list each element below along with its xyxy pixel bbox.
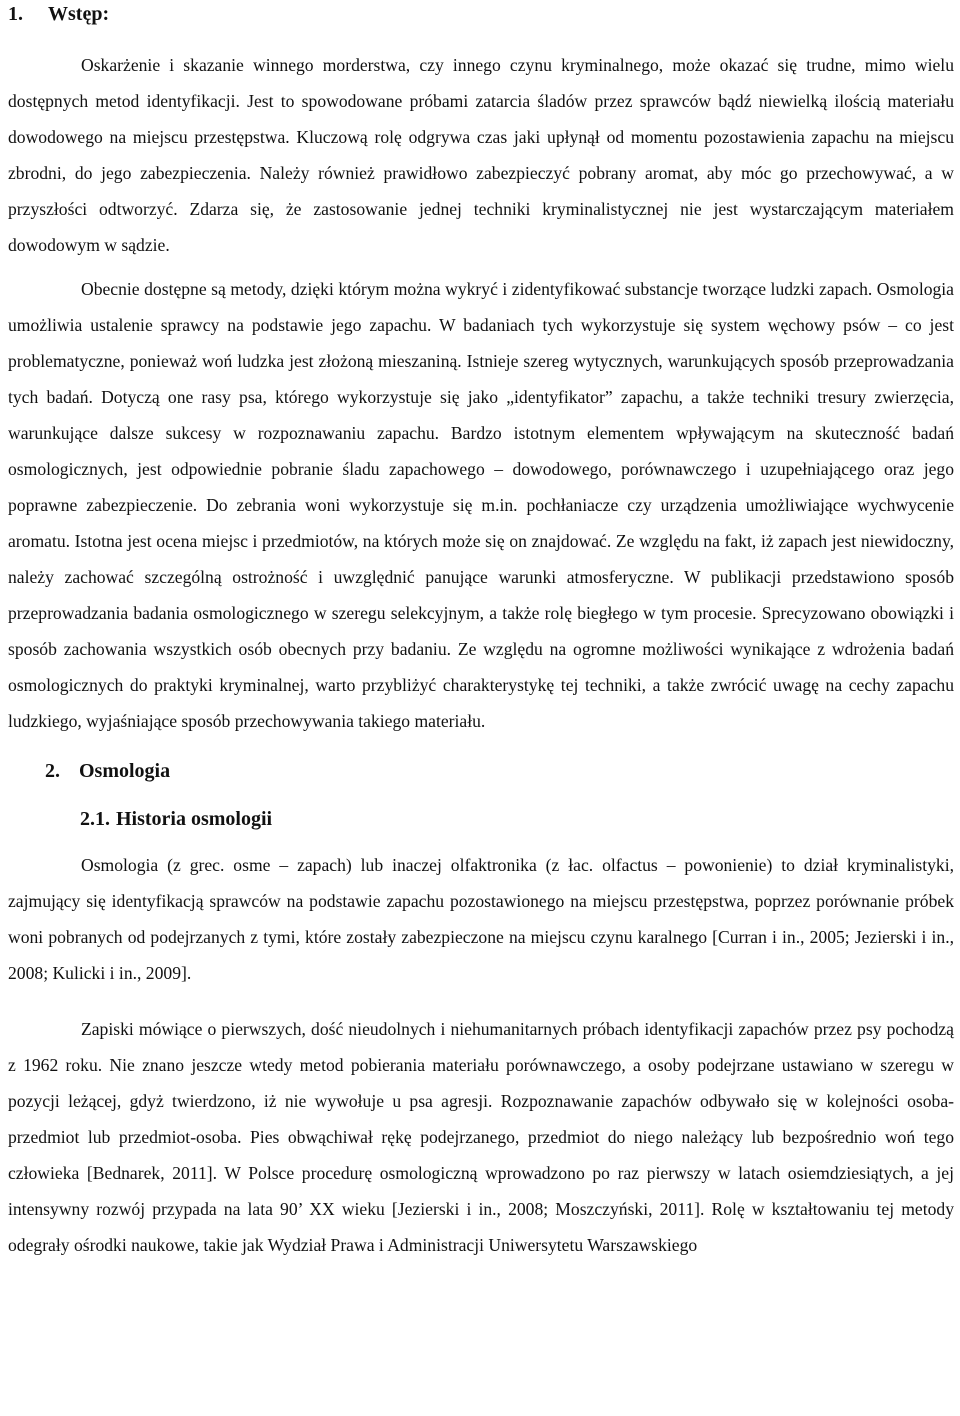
paragraph: Osmologia (z grec. osme – zapach) lub inaczej olfaktronika (z łac. olfactus – powonienie) to dział kryminalistyki, zajmujący się identyfikacją sprawców na podstawie zapachu pozostawionego na miejscu przestępstwa, poprzez porównanie próbek woni pobranych od podejrzanych z tymi, które zostały zabezpieczone na miejscu czynu karalnego [Curran i in., 2005; Jezierski i in., 2008; Kulicki i in., 2009]. [8,855,954,983]
section-number: 1. [8,3,23,25]
section-number: 2. [45,760,60,782]
section-heading-1 [8,0,954,26]
paragraph: Obecnie dostępne są metody, dzięki którym można wykryć i zidentyfikować substancje tworzące ludzki zapach. Osmologia umożliwia ustalenie sprawcy na podstawie jego zapachu. W badaniach tych wykorzystuje się system węchowy psów – co jest problematyczne, ponieważ woń ludzka jest złożoną mieszaniną. Istnieje szereg wytycznych, warunkujących sposób przeprowadzania tych badań. Dotyczą one rasy psa, którego wykorzystuje się jako „identyfikator” zapachu, a także techniki tresury zwierzęcia, warunkujące dalsze sukcesy w rozpoznawaniu zapachu. Bardzo istotnym elementem wpływającym na skuteczność badań osmologicznych, jest odpowiednie pobranie śladu zapachowego – dowodowego, porównawczego i uzupełniającego oraz jego poprawne zabezpieczenie. Do zebrania woni wykorzystuje się m.in. pochłaniacze czy urządzenia umożliwiające wychwycenie aromatu. Istotna jest ocena miejsc i przedmiotów, na których może się on znajdować. Ze względu na fakt, iż zapach jest niewidoczny, należy zachować szczególną ostrożność i uwzględnić panujące warunki atmosferyczne. W publikacji przedstawiono sposób przeprowadzania badania osmologicznego w szeregu selekcyjnym, a także rolę biegłego w tym procesie. Sprecyzowano obowiązki i sposób zachowania wszystkich osób obecnych przy badaniu. Ze względu na ogromne możliwości wynikające z wdrożenia badań osmologicznych do praktyki kryminalnej, warto przybliżyć charakterystykę tej techniki, a także zwrócić uwagę na cechy zapachu ludzkiego, wyjaśniające sposób przechowywania takiego materiału. [8,279,954,731]
section-title: Wstęp: [48,3,110,25]
paragraph: Zapiski mówiące o pierwszych, dość nieudolnych i niehumanitarnych próbach identyfikacji zapachów przez psy pochodzą z 1962 roku. Nie znano jeszcze wtedy metod pobierania materiału porównawczego, a osoby podejrzane ustawiano w szeregu w pozycji leżącej, gdyż twierdzono, iż nie wywołuje u psa agresji. Rozpoznawanie zapachów odbywało się w kolejności osoba-przedmiot lub przedmiot-osoba. Pies obwąchiwał rękę podejrzanego, przedmiot do niego należący lub bezpośrednio woń tego człowieka [Bednarek, 2011]. W Polsce procedurę osmologiczną wprowadzono po raz pierwszy w latach osiemdziesiątych, a jej intensywny rozwój przypada na lata 90’ XX wieku [Jezierski i in., 2008; Moszczyński, 2011]. Rolę w kształtowaniu tej metody odegrały ośrodki naukowe, takie jak Wydział Prawa i Administracji Uniwersytetu Warszawskiego [8,1019,954,1255]
paragraph: Oskarżenie i skazanie winnego morderstwa, czy innego czynu kryminalnego, może okazać się trudne, mimo wielu dostępnych metod identyfikacji. Jest to spowodowane próbami zatarcia śladów przez sprawców bądź niewielką ilością materiału dowodowego na miejscu przestępstwa. Kluczową rolę odgrywa czas jaki upłynął od momentu pozostawienia zapachu na miejscu zbrodni, do jego zabezpieczenia. Należy również prawidłowo zabezpieczyć pobrany aromat, aby móc go przechowywać, a w przyszłości odtworzyć. Zdarza się, że zastosowanie jednej techniki kryminalistycznej nie jest wystarczającym materiałem dowodowym w sądzie. [8,55,954,255]
section-title: Historia osmologii [116,808,273,830]
subsection-heading-2-1 [8,807,954,831]
section-heading-2 [8,759,954,783]
section-number: 2.1. [80,808,110,830]
section-title: Osmologia [79,760,171,782]
